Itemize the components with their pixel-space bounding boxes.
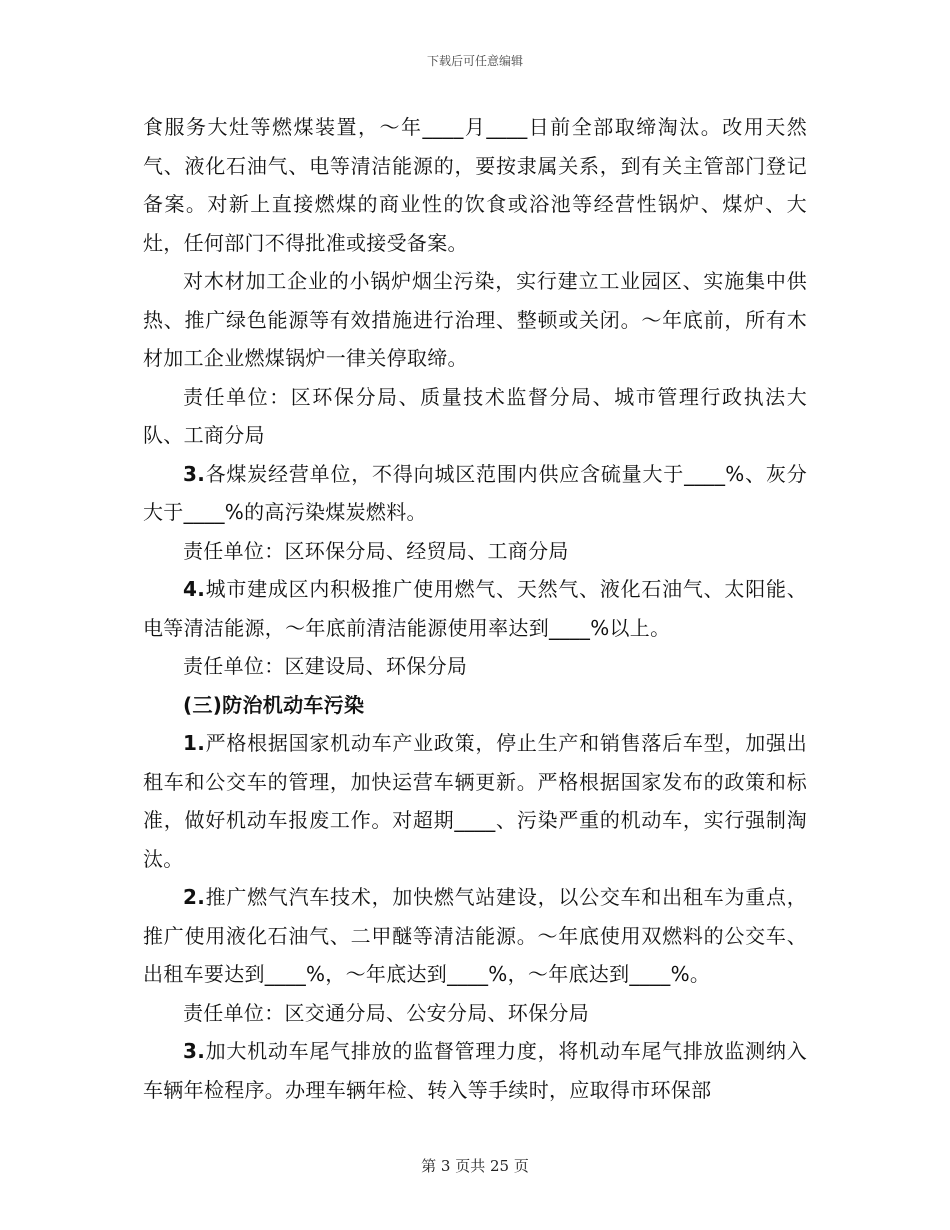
responsibility-line: 责任单位：区环保分局、经贸局、工商分局: [183, 538, 569, 563]
numbered-paragraph: [143, 1032, 807, 1109]
paragraph: 食服务大灶等燃煤装置，～年____月____日前全部取缔淘汰。改用天然气、液化石油气、电等清洁能源的，要按隶属关系，到有关主管部门登记备案。对新上直接燃煤的商业性的饮食或浴池等经营性锅炉、煤炉、大灶，任何部门不得批准或接受备案。: [143, 115, 807, 255]
item-number: 4.: [183, 577, 206, 601]
item-number: 3.: [183, 461, 206, 486]
item-text: 严格根据国家机动车产业政策，停止生产和销售落后车型，加强出租车和公交车的管理，加快运营车辆更新。严格根据国家发布的政策和标准，做好机动车报废工作。对超期____、污染严重的机动车，实行强制淘汰。: [143, 731, 807, 871]
responsibility-line: 责任单位：区建设局、环保分局: [183, 654, 468, 678]
section-heading: (三)防治机动车污染: [183, 692, 365, 717]
item-text: 各煤炭经营单位，不得向城区范围内供应含硫量大于____%、灰分大于____%的高污染煤炭燃料。: [143, 461, 807, 524]
item-number: 1.: [183, 731, 206, 755]
responsibility-line: 责任单位：区环保分局、质量技术监督分局、城市管理行政执法大队、工商分局: [143, 384, 807, 447]
item-text: 推广燃气汽车技术，加快燃气站建设，以公交车和出租车为重点，推广使用液化石油气、二甲醚等清洁能源。～年底使用双燃料的公交车、出租车要达到____%，～年底达到____%，～年底达到____%。: [143, 885, 807, 986]
numbered-paragraph: [143, 878, 807, 994]
paragraph: 对木材加工企业的小锅炉烟尘污染，实行建立工业园区、实施集中供热、推广绿色能源等有效措施进行治理、整顿或关闭。～年底前，所有木材加工企业燃煤锅炉一律关停取缔。: [143, 269, 807, 370]
item-number: 3.: [183, 1039, 206, 1063]
numbered-paragraph: [143, 570, 807, 647]
item-text: 加大机动车尾气排放的监督管理力度，将机动车尾气排放监测纳入车辆年检程序。办理车辆年检、转入等手续时，应取得市环保部: [143, 1039, 807, 1102]
page-header: 下载后可任意编辑: [426, 54, 523, 68]
item-number: 2.: [183, 885, 206, 909]
numbered-paragraph: [143, 724, 807, 878]
responsibility-line: 责任单位：区交通分局、公安分局、环保分局: [183, 1000, 589, 1025]
document-body: [143, 108, 807, 1109]
item-text: 城市建成区内积极推广使用燃气、天然气、液化石油气、太阳能、电等清洁能源，～年底前清洁能源使用率达到____%以上。: [143, 577, 807, 640]
page-footer: 第 3 页共 25 页: [421, 1157, 529, 1175]
numbered-paragraph: [143, 455, 807, 532]
